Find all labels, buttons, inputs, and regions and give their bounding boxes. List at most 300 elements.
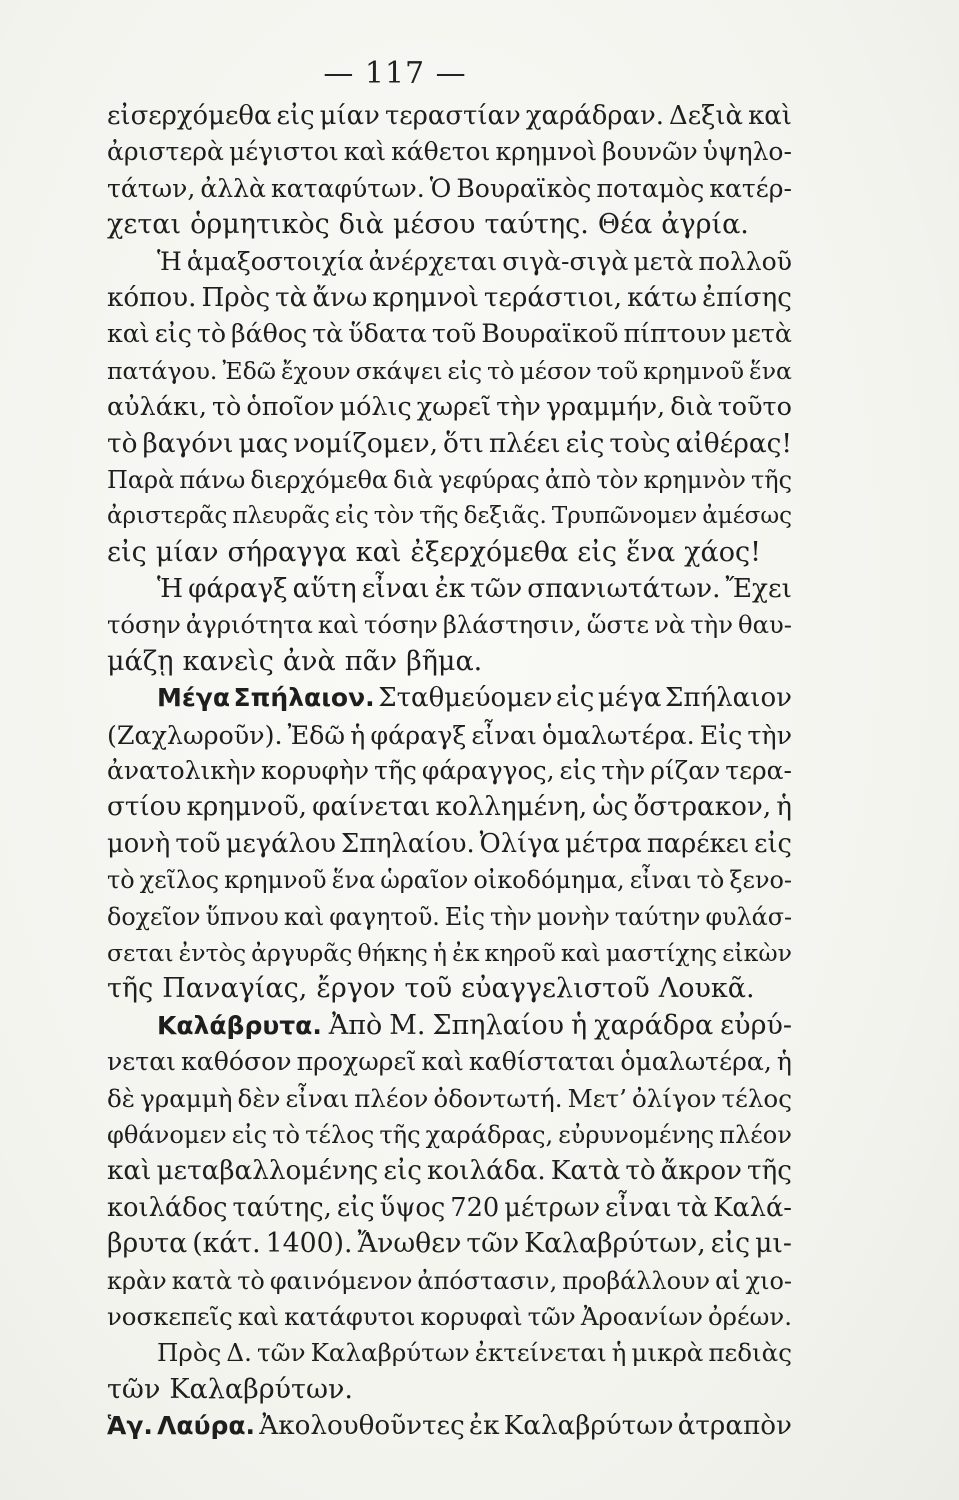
- word: κρημνοὶ: [372, 282, 479, 313]
- word: ἡ: [350, 719, 366, 750]
- word: καὶ: [283, 902, 325, 931]
- word: μονὴν: [536, 902, 610, 931]
- word: τῆς: [419, 503, 459, 530]
- word: ἀνέρχεται: [368, 246, 498, 276]
- word: τῆς: [107, 973, 154, 1005]
- word: Καλαβρύτων.: [169, 1373, 353, 1405]
- text-line: [107, 207, 792, 243]
- word: τεράστιοι,: [483, 282, 623, 313]
- word: χαράδρας,: [425, 1120, 554, 1149]
- word: Παρὰ: [107, 465, 175, 494]
- text-line: [107, 1226, 792, 1262]
- word: ἕνα: [749, 356, 792, 385]
- word: τέλος: [721, 1083, 792, 1113]
- word: εἰς: [754, 828, 792, 859]
- word: αἰθέρας!: [675, 428, 792, 459]
- word: τοῦ: [175, 828, 221, 859]
- word: ταύτης,: [232, 1192, 332, 1223]
- word: καταφύτων.: [271, 173, 425, 203]
- word: τῆς: [746, 1156, 792, 1187]
- word: Παναγίας,: [162, 973, 308, 1005]
- word: αὐλάκι,: [107, 392, 207, 423]
- word: πλευρᾶς: [232, 503, 330, 530]
- word: σεται: [107, 938, 174, 967]
- word: τὰ: [676, 1192, 709, 1223]
- text-line: [107, 1081, 792, 1117]
- word: χεῖλος: [139, 866, 220, 895]
- word: τὰ: [275, 282, 308, 313]
- word: μαστίχης: [605, 938, 718, 967]
- word: διὰ: [393, 465, 434, 494]
- word: αὕτη: [292, 574, 357, 605]
- word: τῆς: [374, 756, 417, 786]
- word: βῆμα.: [406, 645, 483, 677]
- word: φάραγξ: [370, 719, 467, 750]
- text-line: [107, 1044, 792, 1080]
- word: νομίζομεν,: [293, 428, 438, 459]
- word: καὶ: [343, 137, 387, 167]
- word: πολλοῦ: [698, 246, 792, 276]
- text-line: [107, 462, 792, 498]
- word: γεφύρας: [438, 465, 540, 494]
- word: ἡ: [776, 792, 792, 823]
- word: ὄστρακον,: [633, 792, 772, 823]
- word: μεταβαλλομένης: [156, 1156, 379, 1187]
- word: καὶ: [107, 319, 150, 349]
- word: μίαν: [155, 536, 219, 568]
- section-heading-word: Ἁγ.: [107, 1411, 153, 1441]
- word: εἰς: [276, 101, 315, 131]
- text-line: [107, 789, 792, 825]
- text-line: [107, 753, 792, 789]
- word: ἡ: [432, 938, 448, 967]
- word: ἀλλὰ: [200, 173, 266, 203]
- text-line: [107, 826, 792, 862]
- text-line: [107, 680, 792, 716]
- word: πατάγου.: [107, 356, 218, 385]
- word: μέσον: [519, 356, 592, 385]
- word: εἰς: [336, 1192, 375, 1223]
- word: τόσην: [107, 610, 181, 640]
- word: εἰς: [710, 1228, 751, 1260]
- word: κοιλάδος: [107, 1192, 228, 1223]
- word: Ἀπὸ: [328, 1009, 383, 1041]
- word: ἡ: [571, 1009, 588, 1041]
- text-line: [107, 862, 792, 898]
- word: ἀγριότητα: [185, 610, 313, 640]
- word: ἀπόστασιν,: [417, 1266, 558, 1295]
- word: ὡραῖον: [380, 866, 469, 895]
- word: μέτρων: [504, 1192, 601, 1223]
- word: πάνω: [179, 465, 246, 494]
- word: κοιλάδα.: [426, 1156, 546, 1187]
- word: ταύτης.: [484, 209, 589, 241]
- word: μετὰ: [633, 246, 694, 276]
- word: ἐκ: [434, 574, 466, 605]
- word: ρίζαν: [650, 756, 721, 786]
- word: δὲν: [237, 1083, 281, 1113]
- word: ἔργον: [316, 973, 396, 1005]
- word: τῶν: [466, 1228, 520, 1260]
- word: Ἀκολουθοῦντες: [259, 1411, 465, 1442]
- word: ὡς: [592, 792, 629, 823]
- word: φαινόμενον: [269, 1266, 413, 1295]
- word: δεξιᾶς.: [463, 503, 547, 530]
- body-text: [107, 98, 792, 1444]
- word: τῆς: [379, 1120, 421, 1149]
- word: γραμμήν,: [545, 392, 666, 423]
- text-line: [107, 244, 792, 280]
- word: βαγόνι: [142, 428, 234, 459]
- word: βάθος: [231, 319, 308, 349]
- word: σκάψει: [355, 356, 443, 385]
- word: τὴν: [601, 756, 646, 786]
- word: πᾶν: [344, 645, 398, 677]
- text-line: [107, 971, 792, 1007]
- word: πεδιὰς: [708, 1338, 792, 1368]
- page-number: — 117 —: [323, 56, 467, 91]
- word: κόπου.: [107, 282, 197, 313]
- word: εἰς: [334, 503, 369, 530]
- word: (κάτ.: [192, 1228, 261, 1260]
- word: μάζῃ: [107, 645, 174, 677]
- word: ἐκ: [469, 1411, 500, 1442]
- word: Ἡ: [157, 574, 184, 605]
- text-line: [107, 1190, 792, 1226]
- word: ἁμαξοστοιχία: [186, 246, 364, 276]
- word: ὀδοντωτή.: [433, 1083, 563, 1113]
- word: ἄκρον: [660, 1156, 742, 1187]
- word: ταύτην: [614, 902, 701, 931]
- text-line: [107, 1408, 792, 1444]
- word: φθάνομεν: [107, 1120, 227, 1149]
- text-line: [107, 535, 792, 571]
- word: πλέει: [488, 428, 561, 459]
- word: ὑψηλο-: [702, 137, 792, 167]
- word: κηροῦ: [484, 938, 556, 967]
- word: Θέα: [597, 209, 653, 241]
- word: τέλος: [305, 1120, 375, 1149]
- word: αἱ: [715, 1266, 741, 1295]
- word: τὴν: [690, 610, 733, 640]
- word: τὸ: [272, 1120, 301, 1149]
- word: Μετ’: [567, 1083, 627, 1113]
- word: Τρυπῶνομεν: [551, 503, 698, 530]
- word: δοχεῖον: [107, 902, 201, 931]
- word: σήραγγα: [227, 536, 347, 568]
- word: θαυ-: [738, 610, 792, 640]
- word: τῶν: [107, 1373, 161, 1405]
- word: Μ.: [389, 1009, 426, 1041]
- word: φάραγγος,: [421, 756, 555, 786]
- text-line: [107, 280, 792, 316]
- word: ἔχουν: [281, 356, 351, 385]
- word: κατὰ: [171, 1266, 233, 1295]
- word: τὴν: [747, 719, 792, 750]
- word: ὕδατα: [348, 319, 427, 349]
- word: εὐρύ-: [720, 1009, 792, 1041]
- word: 720: [450, 1192, 500, 1223]
- word: τόσην: [364, 610, 438, 640]
- word: μέγα: [597, 683, 662, 714]
- word: τοῦ: [404, 973, 453, 1005]
- word: τὸν: [373, 503, 415, 530]
- word: διερχόμεθα: [250, 465, 389, 494]
- word: καὶ: [560, 938, 601, 967]
- word: νεται: [107, 1047, 177, 1077]
- word: ἐκτείνεται: [474, 1338, 607, 1368]
- word: εὐαγγελιστοῦ: [461, 973, 650, 1005]
- word: φάραγξ: [188, 574, 288, 605]
- word: χαράδρα: [594, 1009, 714, 1041]
- word: ἐντὸς: [178, 938, 247, 967]
- word: εἰς: [383, 1156, 422, 1187]
- word: στίου: [107, 792, 182, 823]
- text-line: [107, 171, 792, 207]
- word: ἀνατολικὴν: [107, 756, 257, 786]
- word: μίαν: [319, 101, 380, 131]
- word: ἡ: [776, 1047, 792, 1077]
- word: Δεξιὰ: [669, 101, 744, 131]
- section-heading-word: Λαύρα.: [157, 1411, 256, 1441]
- text-line: [107, 1299, 792, 1335]
- word: εἶναι: [471, 719, 537, 750]
- word: τῆς: [750, 465, 792, 494]
- word: βρυτα: [107, 1228, 188, 1260]
- word: τὸ: [625, 1156, 656, 1187]
- word: τὸ: [107, 428, 138, 459]
- text-line: [107, 607, 792, 643]
- word: Κατὰ: [550, 1156, 621, 1187]
- word: Καλά-: [713, 1192, 792, 1223]
- word: Σπηλαίου.: [341, 828, 475, 859]
- word: χαράδραν.: [525, 101, 664, 131]
- word: διὰ: [670, 392, 713, 423]
- word: κάθετοι: [391, 137, 491, 167]
- word: ἀριστερὰ: [107, 137, 224, 167]
- text-line: [107, 1263, 792, 1299]
- word: φαίνεται: [312, 792, 431, 823]
- text-line: [107, 353, 792, 389]
- word: κορυφαὶ: [420, 1301, 523, 1331]
- word: γραμμὴ: [140, 1083, 233, 1113]
- text-line: [107, 717, 792, 753]
- word: τὸ: [107, 866, 135, 895]
- word: παρέκει: [646, 828, 750, 859]
- word: πλέον: [354, 1083, 429, 1113]
- word: τῶν: [527, 1301, 576, 1331]
- word: κατέρ-: [709, 173, 792, 203]
- word: νὰ: [654, 610, 686, 640]
- word: κορυφὴν: [261, 756, 370, 786]
- text-line: [107, 1153, 792, 1189]
- word: τεραστίαν: [384, 101, 521, 131]
- word: διὰ: [338, 209, 384, 241]
- word: τὴν: [489, 902, 532, 931]
- word: ἐξερχόμεθα: [410, 536, 569, 568]
- word: μικρὰ: [631, 1338, 704, 1368]
- word: Σπηλαίου: [432, 1009, 565, 1041]
- word: σιγὰ-σιγὰ: [502, 246, 629, 276]
- word: μόλις: [339, 392, 412, 423]
- word: εἰς: [447, 356, 483, 385]
- word: ἀπὸ: [544, 465, 592, 494]
- word: κρημνὸν: [643, 465, 746, 494]
- word: τὸν: [596, 465, 639, 494]
- word: προχωρεῖ: [296, 1047, 417, 1077]
- word: τὸ: [211, 392, 242, 423]
- word: καὶ: [237, 1301, 280, 1331]
- word: προβάλλουν: [562, 1266, 711, 1295]
- word: κρὰν: [107, 1266, 167, 1295]
- word: Καλαβρύτων: [503, 1411, 674, 1442]
- word: τὸ: [696, 866, 725, 895]
- word: μέσου: [392, 209, 476, 241]
- word: Βουραϊκοῦ: [481, 319, 619, 349]
- word: ἀμέσως: [702, 503, 792, 530]
- word: εἶναι: [361, 574, 430, 605]
- section-heading-word: Καλάβρυτα.: [157, 1010, 322, 1040]
- word: τῶν: [257, 1338, 306, 1368]
- word: Ἡ: [157, 246, 182, 276]
- word: ἀγρία.: [661, 209, 749, 241]
- word: ὕψος: [379, 1192, 446, 1223]
- word: εἶναι: [285, 1083, 350, 1113]
- word: ὕπνου: [205, 902, 279, 931]
- word: πλέον: [719, 1120, 792, 1149]
- word: εὐρυνομένης: [558, 1120, 715, 1149]
- word: Καλαβρύτων,: [524, 1228, 706, 1260]
- word: τὸ: [487, 356, 515, 385]
- text-line: [107, 644, 792, 680]
- text-line: [107, 426, 792, 462]
- word: χωρεῖ: [416, 392, 492, 423]
- word: ἕνα: [331, 866, 376, 895]
- word: κρημνοὶ: [495, 137, 598, 167]
- word: (Ζαχλωροῦν).: [107, 719, 283, 750]
- word: ὁποῖον: [246, 392, 335, 423]
- word: κανεὶς: [182, 645, 274, 677]
- word: Ἐδῶ: [287, 719, 346, 750]
- word: τοὺς: [609, 428, 671, 459]
- text-line: [107, 899, 792, 935]
- word: κρημνοῦ,: [186, 792, 308, 823]
- word: σπανιωτάτων.: [527, 574, 721, 605]
- word: χάος!: [684, 536, 761, 568]
- text-line: [107, 1335, 792, 1371]
- word: χεται: [107, 209, 182, 241]
- word: καθίσταται: [468, 1047, 616, 1077]
- word: ὀλίγον: [631, 1083, 717, 1113]
- word: εἶναι: [605, 1192, 672, 1223]
- word: ἡ: [611, 1338, 627, 1368]
- word: Σπήλαιον: [665, 683, 792, 714]
- word: μεγάλου: [225, 828, 336, 859]
- text-line: [107, 98, 792, 134]
- word: Ὀλίγα: [479, 828, 560, 859]
- word: εἰς: [107, 536, 147, 568]
- word: πίπτουν: [623, 319, 727, 349]
- word: Πρὸς: [201, 282, 271, 313]
- word: φυλάσ-: [705, 902, 792, 931]
- word: ὀρέων.: [707, 1301, 792, 1331]
- word: Βουραϊκὸς: [456, 173, 592, 203]
- word: εἰς: [565, 428, 605, 459]
- word: χιο-: [745, 1266, 792, 1295]
- word: ποταμὸς: [596, 173, 705, 203]
- word: Ἔχει: [725, 574, 792, 605]
- word: μέτρα: [564, 828, 642, 859]
- word: ξενο-: [729, 866, 792, 895]
- word: ἕνα: [626, 536, 676, 568]
- word: μονὴ: [107, 828, 171, 859]
- word: καὶ: [107, 1156, 152, 1187]
- word: τοῦ: [431, 319, 477, 349]
- text-line: [107, 1117, 792, 1153]
- word: κρημνοῦ: [224, 866, 327, 895]
- word: εἰς: [577, 536, 617, 568]
- word: εἰσερχόμεθα: [107, 101, 272, 131]
- word: ὁρμητικὸς: [190, 209, 330, 241]
- word: μέγιστοι: [228, 137, 339, 167]
- word: Ὁ: [429, 173, 452, 203]
- word: καὶ: [421, 1047, 464, 1077]
- word: ὅτι: [443, 428, 484, 459]
- word: βλάστησιν,: [442, 610, 582, 640]
- word: Σταθμεύομεν: [378, 683, 553, 714]
- word: Ἐδῶ: [222, 356, 276, 385]
- word: τὸ: [237, 1266, 265, 1295]
- word: ἀτραπὸν: [677, 1411, 792, 1442]
- word: Ἀροανίων: [580, 1301, 703, 1331]
- word: ὁμαλωτέρα,: [620, 1047, 772, 1077]
- word: οἰκοδόμημα,: [473, 866, 625, 895]
- word: ὁμαλωτέρα.: [541, 719, 695, 750]
- word: κάτω: [627, 282, 698, 313]
- word: μι-: [755, 1228, 792, 1260]
- word: Ἄνωθεν: [357, 1228, 462, 1260]
- word: καθόσον: [181, 1047, 292, 1077]
- word: βουνῶν: [602, 137, 698, 167]
- word: τερα-: [725, 756, 792, 786]
- word: τὴν: [496, 392, 541, 423]
- word: μας: [238, 428, 289, 459]
- word: τοῦτο: [717, 392, 792, 423]
- section-heading-word: Μέγα: [157, 683, 230, 713]
- word: δὲ: [107, 1083, 135, 1113]
- word: Λουκᾶ.: [658, 973, 755, 1005]
- word: εἶναι: [629, 866, 692, 895]
- word: εἰς: [231, 1120, 268, 1149]
- word: Εἰς: [444, 902, 485, 931]
- word: κολλημένη,: [435, 792, 588, 823]
- word: κρημνοῦ: [643, 356, 745, 385]
- word: ἀνὰ: [282, 645, 336, 677]
- word: ἐπίσης: [702, 282, 792, 313]
- word: τῶν: [470, 574, 523, 605]
- word: εἰς: [556, 683, 595, 714]
- word: Εἰς: [699, 719, 743, 750]
- word: φαγητοῦ.: [329, 902, 440, 931]
- text-line: [107, 316, 792, 352]
- word: μετὰ: [731, 319, 792, 349]
- word: καὶ: [748, 101, 792, 131]
- word: ἐκ: [452, 938, 480, 967]
- word: εἰς: [154, 319, 192, 349]
- text-line: [107, 498, 792, 534]
- word: εἰς: [559, 756, 597, 786]
- word: ὥστε: [586, 610, 650, 640]
